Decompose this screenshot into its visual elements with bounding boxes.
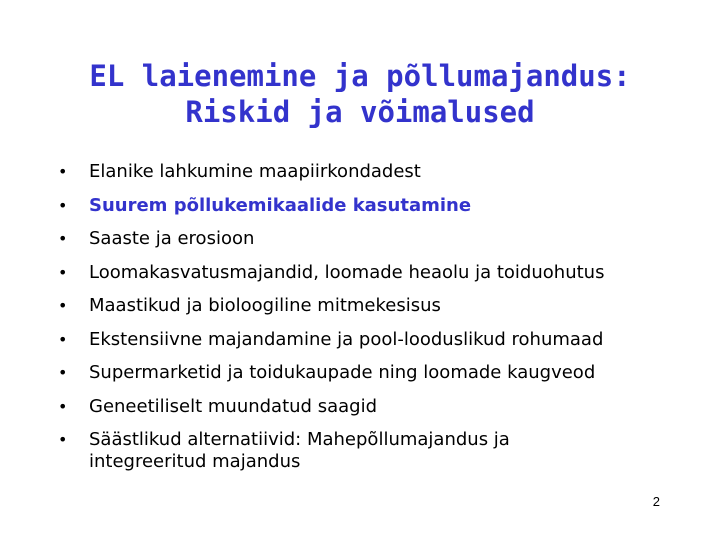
- bullet-dot: •: [58, 262, 68, 282]
- bullet-dot: •: [58, 229, 68, 248]
- bullet-list: [58, 161, 678, 485]
- page-number: 2: [652, 494, 660, 509]
- bullet-item-9: [58, 429, 678, 473]
- bullet-item-6: [58, 329, 678, 351]
- bullet-item-5: [58, 295, 678, 317]
- bullet-dot: •: [58, 195, 68, 215]
- bullet-text: Geneetiliselt muundatud saagid: [89, 395, 377, 417]
- bullet-item-4: [58, 262, 678, 284]
- bullet-text: Säästlikud alternatiivid: Mahepõllumajandus ja: [89, 429, 510, 450]
- bullet-item-2: [58, 195, 678, 217]
- bullet-text: Ekstensiivne majandamine ja pool-looduslikud rohumaad: [89, 328, 604, 350]
- bullet-text: Suurem põllukemikaalide kasutamine: [89, 194, 472, 216]
- bullet-dot: •: [58, 162, 68, 181]
- bullet-text: Maastikud ja bioloogiline mitmekesisus: [89, 295, 441, 316]
- bullet-item-1: [58, 161, 678, 183]
- bullet-dot: •: [58, 363, 68, 382]
- bullet-dot: •: [58, 296, 68, 315]
- bullet-text: Supermarketid ja toidukaupade ning loomade kaugveod: [89, 362, 596, 383]
- slide-title: [0, 58, 720, 130]
- title-line-2: Riskid ja võimalused: [185, 95, 535, 129]
- bullet-text-continuation: integreeritud majandus: [89, 451, 301, 472]
- bullet-dot: •: [58, 396, 68, 416]
- bullet-item-3: [58, 228, 678, 250]
- bullet-dot: •: [58, 329, 68, 349]
- bullet-text: Elanike lahkumine maapiirkondadest: [89, 161, 421, 182]
- bullet-text: Loomakasvatusmajandid, loomade heaolu ja toiduohutus: [89, 261, 605, 283]
- bullet-dot: •: [58, 430, 68, 449]
- bullet-item-7: [58, 362, 678, 384]
- bullet-item-8: [58, 396, 678, 418]
- bullet-text: Saaste ja erosioon: [89, 228, 255, 249]
- title-line-1: EL laienemine ja põllumajandus:: [89, 59, 631, 93]
